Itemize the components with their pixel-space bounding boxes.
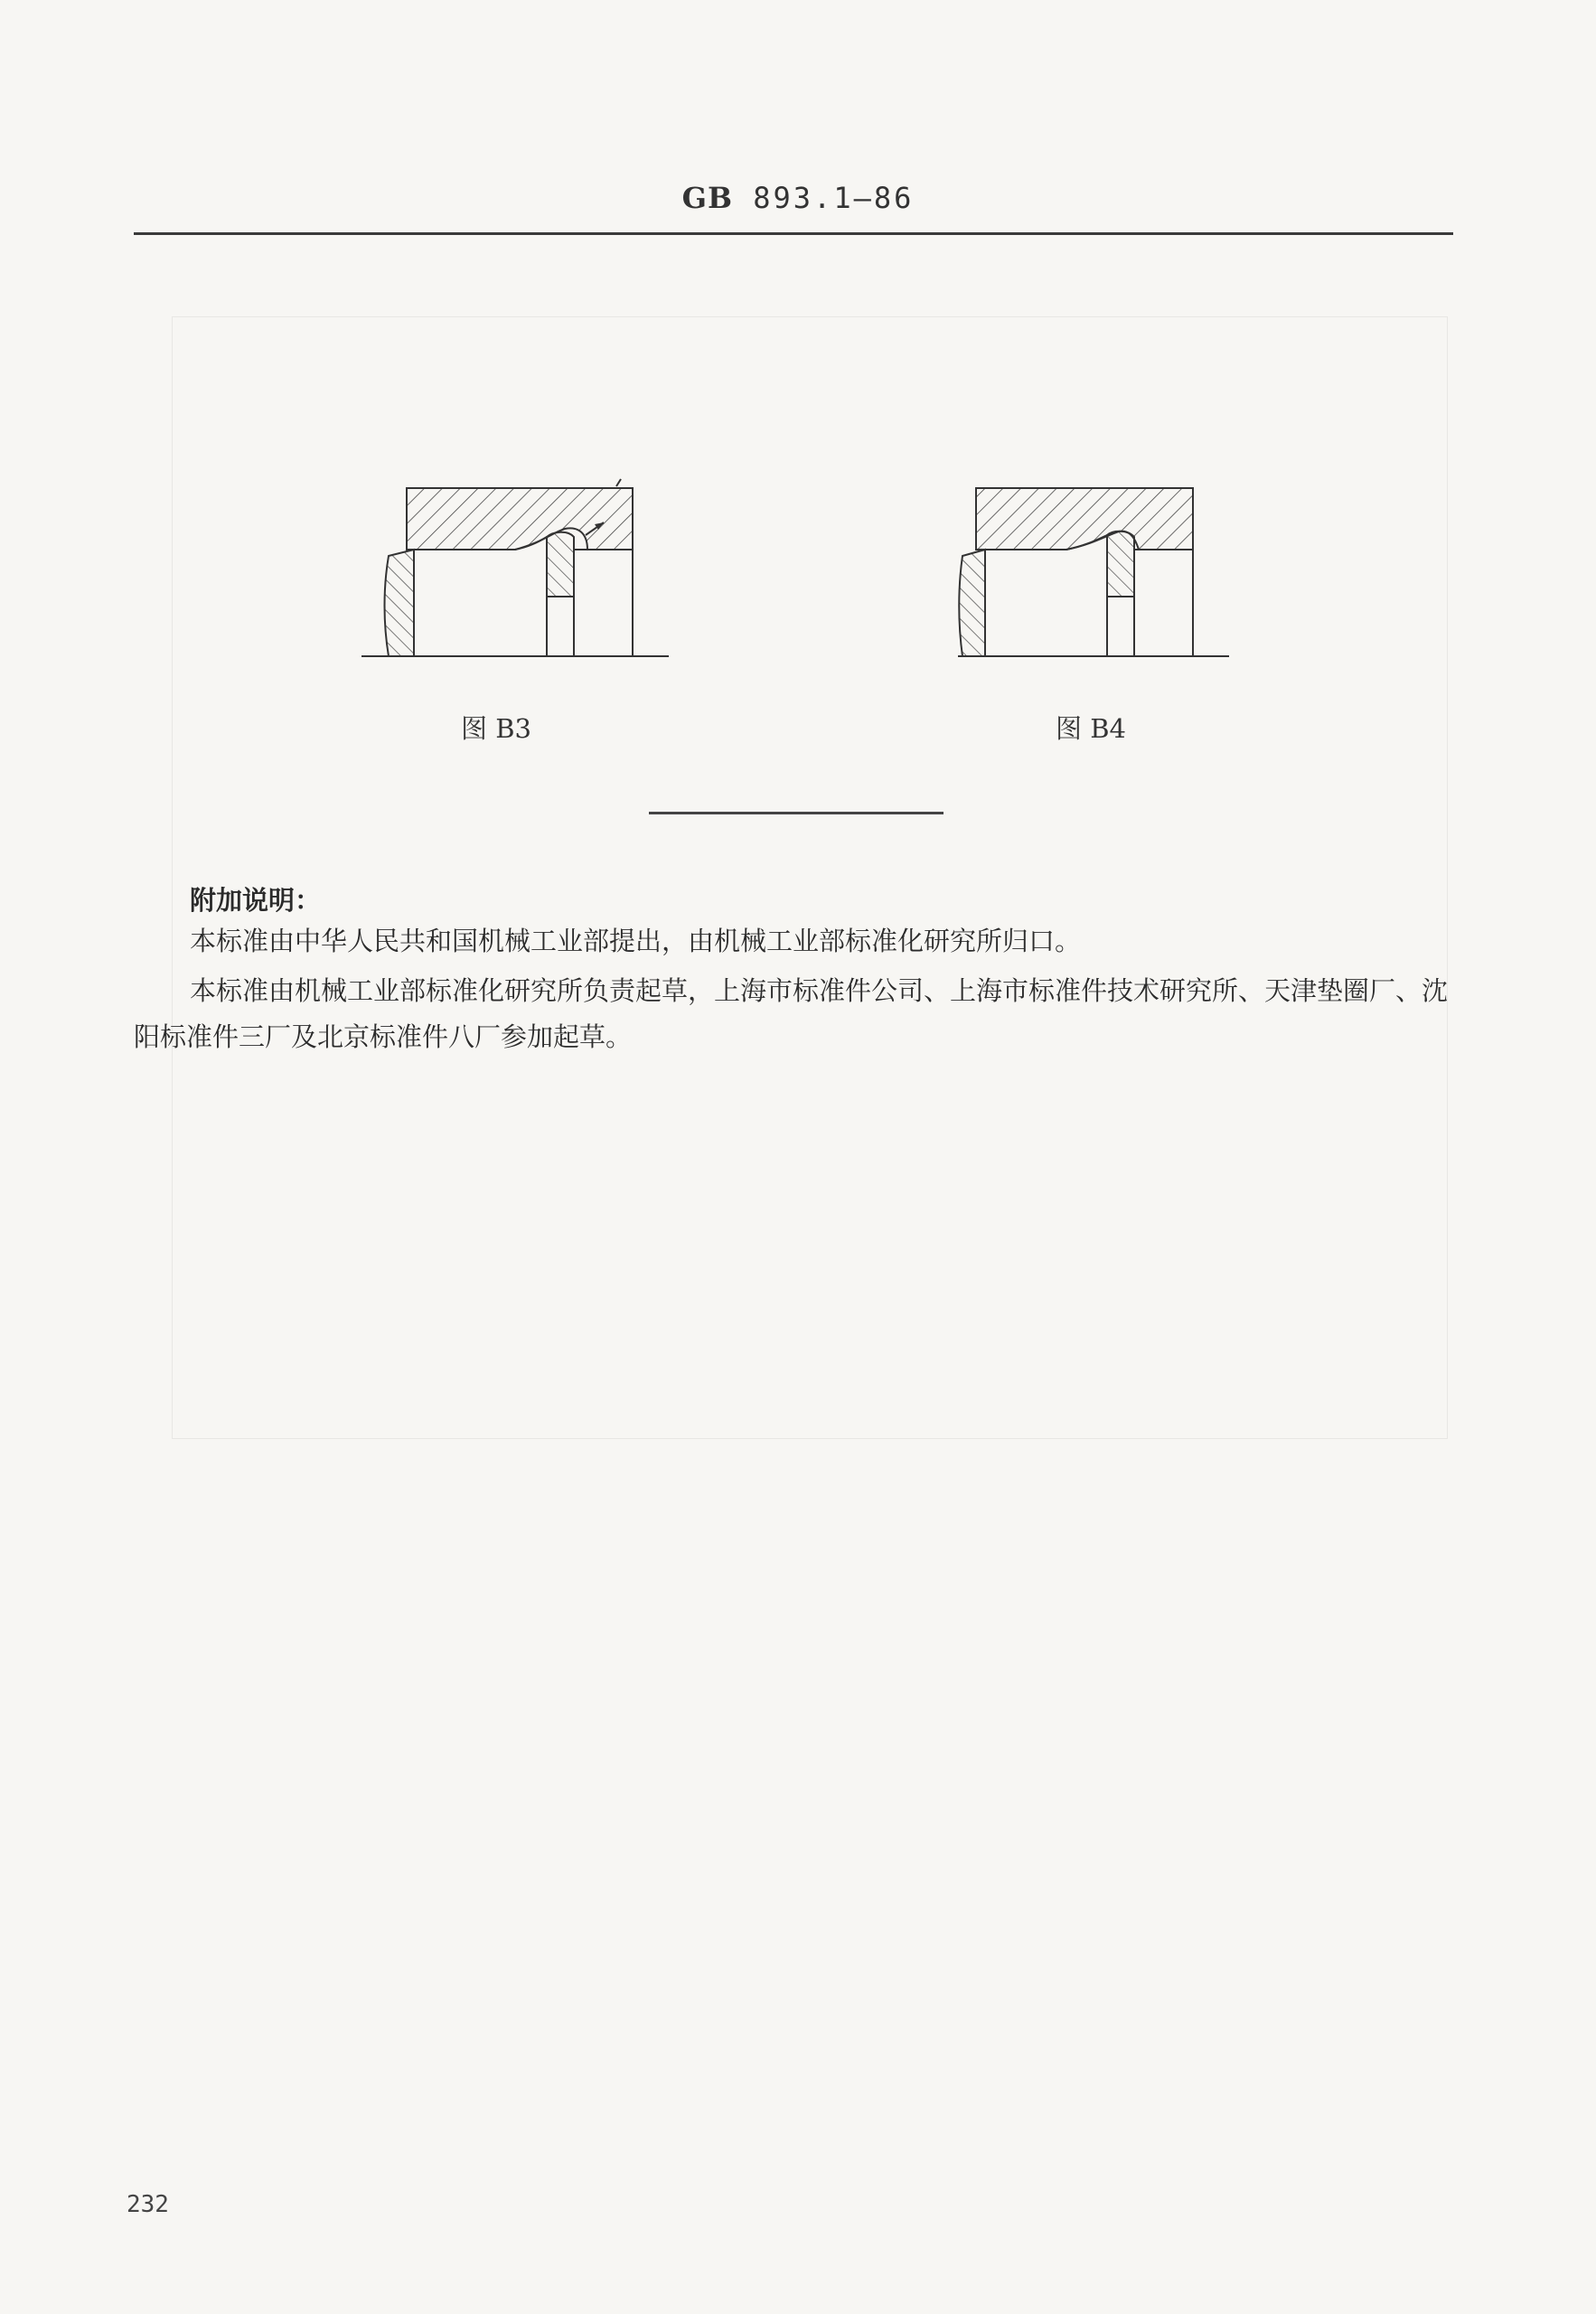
figure-b4-svg [958,479,1229,669]
page-number: 232 [127,2191,169,2218]
figure-b4-drawing [958,479,1229,669]
section-end-rule [649,812,944,814]
notes-paragraph-1: 本标准由中华人民共和国机械工业部提出，由机械工业部标准化研究所归口。 [190,926,1082,956]
standard-number: 893.1—86 [753,181,915,215]
page-header [0,181,1596,215]
figure-b3-caption: 图 B3 [461,713,531,744]
header-rule [134,232,1453,235]
notes-paragraph-2: 本标准由机械工业部标准化研究所负责起草，上海市标准件公司、上海市标准件技术研究所、天津垫圈厂、沈阳标准件三厂及北京标准件八厂参加起草。 [134,975,1449,1052]
figure-b4-caption: 图 B4 [1056,713,1126,744]
standard-prefix: GB [681,181,733,215]
figure-b3-drawing [361,479,669,669]
additional-notes-heading: 附加说明： [190,885,322,916]
figure-b3-svg [361,479,669,669]
